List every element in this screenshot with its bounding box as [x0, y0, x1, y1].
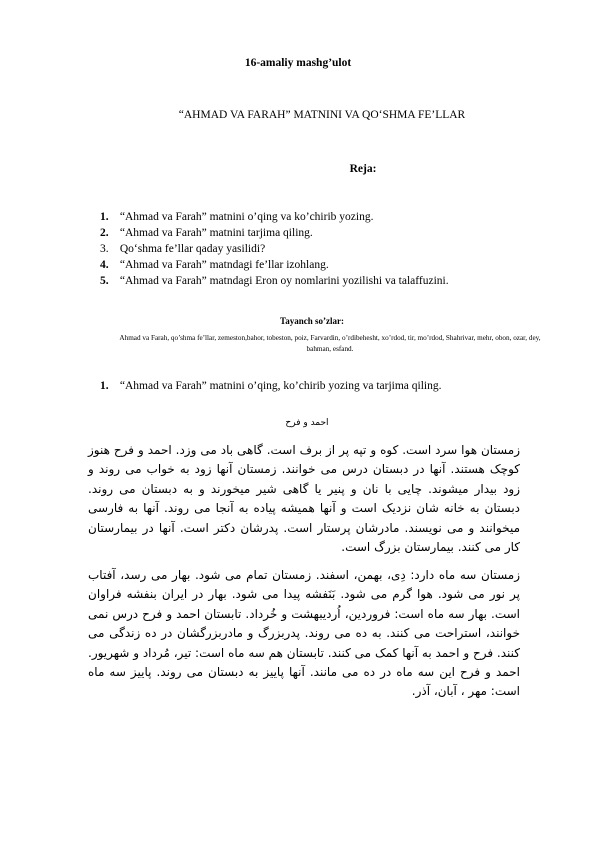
persian-paragraph-1: زمستان هوا سرد است. کوه و تپه پر از برف است. گاهی باد می وزد. احمد و فرح هنوز کوچک هستند. آنها در دبستان درس می خوانند. زمستان آنها زود به خواب می روند و زود بیدار میشوند. چایی با نان و پنیر یا گاهی شیر میخورند و به دبستان می روند. دبستان به خانه شان نزدیک است و آنها همیشه پیاده به آنجا می روند. آنها به فارسی میخوانند و می نویسند. مادرشان پرستار است. پدرشان دکتر است. آنها در بیمارستان کار می کنند. بیمارستان بزرگ است.	[88, 443, 520, 555]
task-number: 1.	[100, 380, 109, 392]
plan-item-text: “Ahmad va Farah” matndagi Eron oy nomlarini yozilishi va talaffuzini.	[119, 275, 449, 287]
keywords-heading: Tayanch so’zlar:	[280, 316, 344, 326]
page-title: 16-amaliy mashg’ulot	[244, 57, 352, 69]
plan-item	[100, 257, 449, 273]
task-line	[100, 380, 441, 392]
plan-item-number: 5.	[100, 275, 109, 287]
plan-item	[100, 225, 449, 241]
plan-list	[100, 209, 449, 289]
lesson-subtitle: “AHMAD VA FARAH” MATNINI VA QO‘SHMA FE’LLAR	[178, 109, 466, 121]
plan-item-text: “Ahmad va Farah” matndagi fe’llar izohlang.	[119, 259, 329, 271]
persian-paragraph-2: زمستان سه ماه دارد: دِی، بهمن، اسفند. زمستان تمام می شود. بهار می رسد، آفتاب پر نور می شود. هوا گرم می شود. بَنَفشه پیدا می شود. بهار در ایران بنفشه فراوان است. بهار سه ماه است: فروردین، اُردیبهشت و خُرداد. تابستان احمد و فرح درس نمی خوانند، استراحت می کنند. به ده می روند. پدربزرگ و مادربزرگشان در ده زندگی می کنند. فرح و احمد به آنها کمک می کنند. تابستان هم سه ماه است: تیر، مُرداد و شهریور. احمد و فرح این سه ماه در ده می مانند. آنها پاییز به دبستان می روند. پاییز سه ماه است: مهر ، آبان، آذر.	[88, 568, 520, 699]
plan-heading: Reja:	[349, 163, 377, 175]
plan-item-number: 4.	[100, 259, 109, 271]
plan-item	[100, 209, 449, 225]
task-text: “Ahmad va Farah” matnini o’qing, ko’chirib yozing va tarjima qiling.	[119, 380, 442, 392]
plan-item-text: Qo‘shma fe’llar qaday yasilidi?	[119, 243, 266, 255]
plan-item-text: “Ahmad va Farah” matnini o’qing va ko’chirib yozing.	[119, 211, 374, 223]
plan-item-number: 2.	[100, 227, 109, 239]
keywords-text: Ahmad va Farah, qo’shma fe’llar, zemeston,bahor, tobeston, poiz, Farvardin, o’rdibehesht, xo’rdod, tir, mo’rdod, Shahrivar, mehr, obon, ozar, dey, bahman, esfand.	[119, 334, 541, 353]
plan-item-number: 3.	[100, 243, 109, 255]
plan-item-number: 1.	[100, 211, 109, 223]
plan-item-text: “Ahmad va Farah” matnini tarjima qiling.	[119, 227, 313, 239]
persian-text-title: احمد و فرح	[285, 418, 329, 428]
plan-item	[100, 241, 449, 257]
plan-item	[100, 273, 449, 289]
